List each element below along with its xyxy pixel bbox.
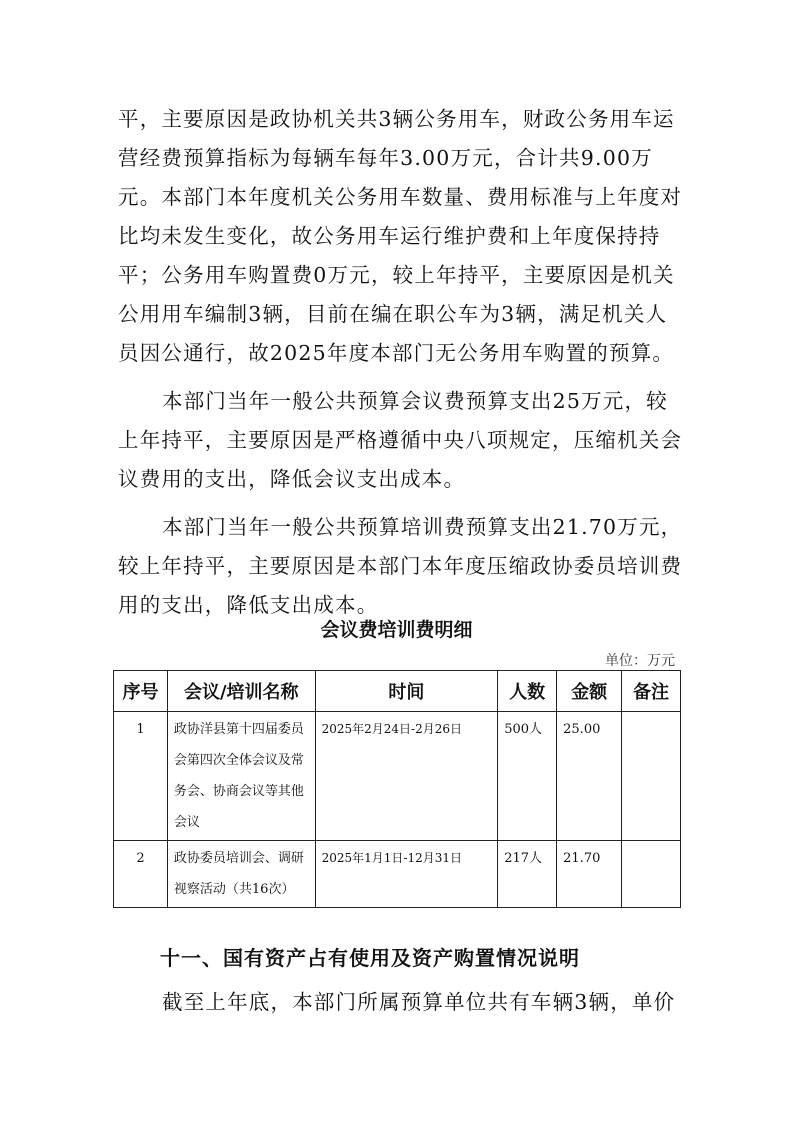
table-header-row [114,671,681,712]
paragraph-assets: 截至上年底，本部门所属预算单位共有车辆3辆，单价 [162,990,676,1014]
cell-note [622,712,681,841]
header-name: 会议/培训名称 [167,671,315,712]
table-row [114,712,681,841]
expense-table [113,670,681,908]
header-people: 人数 [498,671,557,712]
header-note: 备注 [622,671,681,712]
header-amount: 金额 [557,671,622,712]
cell-no: 2 [114,841,168,908]
header-time: 时间 [315,671,498,712]
cell-note [622,841,681,908]
table-row [114,841,681,908]
cell-name: 政协委员培训会、调研视察活动（共16次） [167,841,315,908]
table-title: 会议费培训费明细 [320,619,473,641]
section-heading: 十一、国有资产占有使用及资产购置情况说明 [160,946,580,970]
paragraph-training-costs: 本部门当年一般公共预算培训费预算支出21.70万元，较上年持平，主要原因是本部门本年度压缩政协委员培训费用的支出，降低支出成本。 [118,515,683,617]
paragraph-meeting-costs: 本部门当年一般公共预算会议费预算支出25万元，较上年持平，主要原因是严格遵循中央八项规定，压缩机关会议费用的支出，降低会议支出成本。 [118,389,683,491]
header-no: 序号 [114,671,168,712]
cell-people: 500人 [498,712,557,841]
cell-name: 政协洋县第十四届委员会第四次全体会议及常务会、协商会议等其他会议 [167,712,315,841]
cell-amount: 25.00 [557,712,622,841]
cell-time: 2025年2月24日-2月26日 [315,712,498,841]
cell-people: 217人 [498,841,557,908]
table-unit: 单位：万元 [605,653,675,669]
cell-amount: 21.70 [557,841,622,908]
cell-no: 1 [114,712,168,841]
cell-time: 2025年1月1日-12月31日 [315,841,498,908]
paragraph-vehicle-costs: 平，主要原因是政协机关共3辆公务用车，财政公务用车运营经费预算指标为每辆车每年3.00万元，合计共9.00万元。本部门本年度机关公务用车数量、费用标准与上年度对比均未发生变化，故公务用车运行维护费和上年度保持持平；公务用车购置费0万元，较上年持平，主要原因是机关公用用车编制3辆，目前在编在职公车为3辆，满足机关人员因公通行，故2025年度本部门无公务用车购置的预算。 [118,107,683,365]
